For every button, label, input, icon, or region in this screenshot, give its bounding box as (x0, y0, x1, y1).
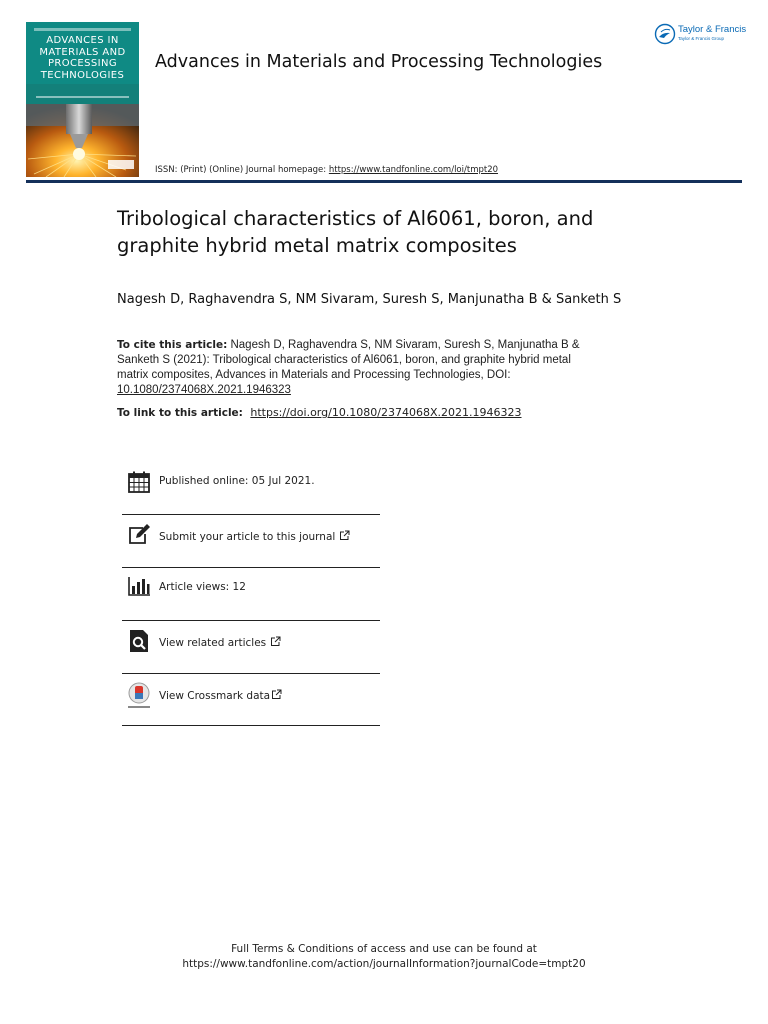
related-articles-label: View related articles (159, 636, 281, 649)
crossmark-row[interactable] (122, 676, 380, 728)
cover-title: ADVANCES IN MATERIALS AND PROCESSING TECHNOLOGIES (39, 35, 126, 81)
published-online-label: Published online: 05 Jul 2021. (159, 475, 315, 487)
publisher-group: Taylor & Francis Group (678, 36, 725, 41)
publisher-logo[interactable] (654, 22, 746, 48)
cover-photo (26, 104, 139, 177)
divider (122, 673, 380, 674)
published-online-row (122, 464, 380, 516)
edit-icon (127, 522, 151, 546)
crossmark-icon (126, 682, 152, 710)
divider (122, 514, 380, 515)
cover-small-text (34, 28, 131, 31)
document-search-icon (127, 629, 151, 653)
cite-label: To cite this article: (117, 339, 228, 351)
divider (122, 567, 380, 568)
journal-cover (26, 22, 139, 177)
article-title-line-1: Tribological characteristics of Al6061, boron, and (117, 207, 594, 230)
authors: Nagesh D, Raghavendra S, NM Sivaram, Suresh S, Manjunatha B & Sanketh S (117, 292, 622, 307)
issn-line (155, 165, 498, 175)
bar-chart-icon (127, 574, 151, 598)
link-label: To link to this article: (117, 407, 243, 419)
article-views-label: Article views: 12 (159, 581, 246, 593)
crossmark-label: View Crossmark data (159, 689, 282, 702)
calendar-icon (127, 470, 151, 494)
related-articles-row[interactable] (122, 623, 380, 675)
issn-text: ISSN: (Print) (Online) Journal homepage: (155, 165, 327, 175)
submit-article-label: Submit your article to this journal (159, 530, 350, 543)
header-rule (26, 180, 742, 183)
journal-title: Advances in Materials and Processing Technologies (155, 52, 603, 72)
article-title-line-2: graphite hybrid metal matrix composites (117, 234, 517, 257)
divider (122, 725, 380, 726)
publisher-name: Taylor & Francis (678, 24, 747, 35)
submit-article-row[interactable] (122, 517, 380, 569)
journal-homepage-link[interactable]: https://www.tandfonline.com/loi/tmpt20 (328, 165, 499, 175)
article-doi-link[interactable]: https://doi.org/10.1080/2374068X.2021.1946323 (250, 406, 522, 419)
cite-doi-link[interactable]: 10.1080/2374068X.2021.1946323 (117, 384, 291, 396)
citation (117, 338, 592, 398)
external-link-icon (271, 689, 282, 700)
divider (122, 620, 380, 621)
footer (0, 942, 768, 972)
article-views-row (122, 570, 380, 622)
footer-terms-text: Full Terms & Conditions of access and use can be found at (231, 943, 537, 955)
article-link-row (117, 406, 522, 419)
footer-terms-link[interactable]: https://www.tandfonline.com/action/journalInformation?journalCode=tmpt20 (182, 958, 586, 970)
cite-text: Nagesh D, Raghavendra S, NM Sivaram, Suresh S, Manjunatha B & Sanketh S (2021): Tribological characteristics of Al6061, boron, and graphite hybrid metal matrix composites, Advances in Materials and Processing Technologies, DOI: (117, 339, 580, 381)
article-title (117, 205, 717, 259)
publisher-logo-icon (654, 23, 676, 45)
external-link-icon (339, 530, 350, 541)
external-link-icon (270, 636, 281, 647)
cover-subtitle-line (36, 96, 129, 98)
